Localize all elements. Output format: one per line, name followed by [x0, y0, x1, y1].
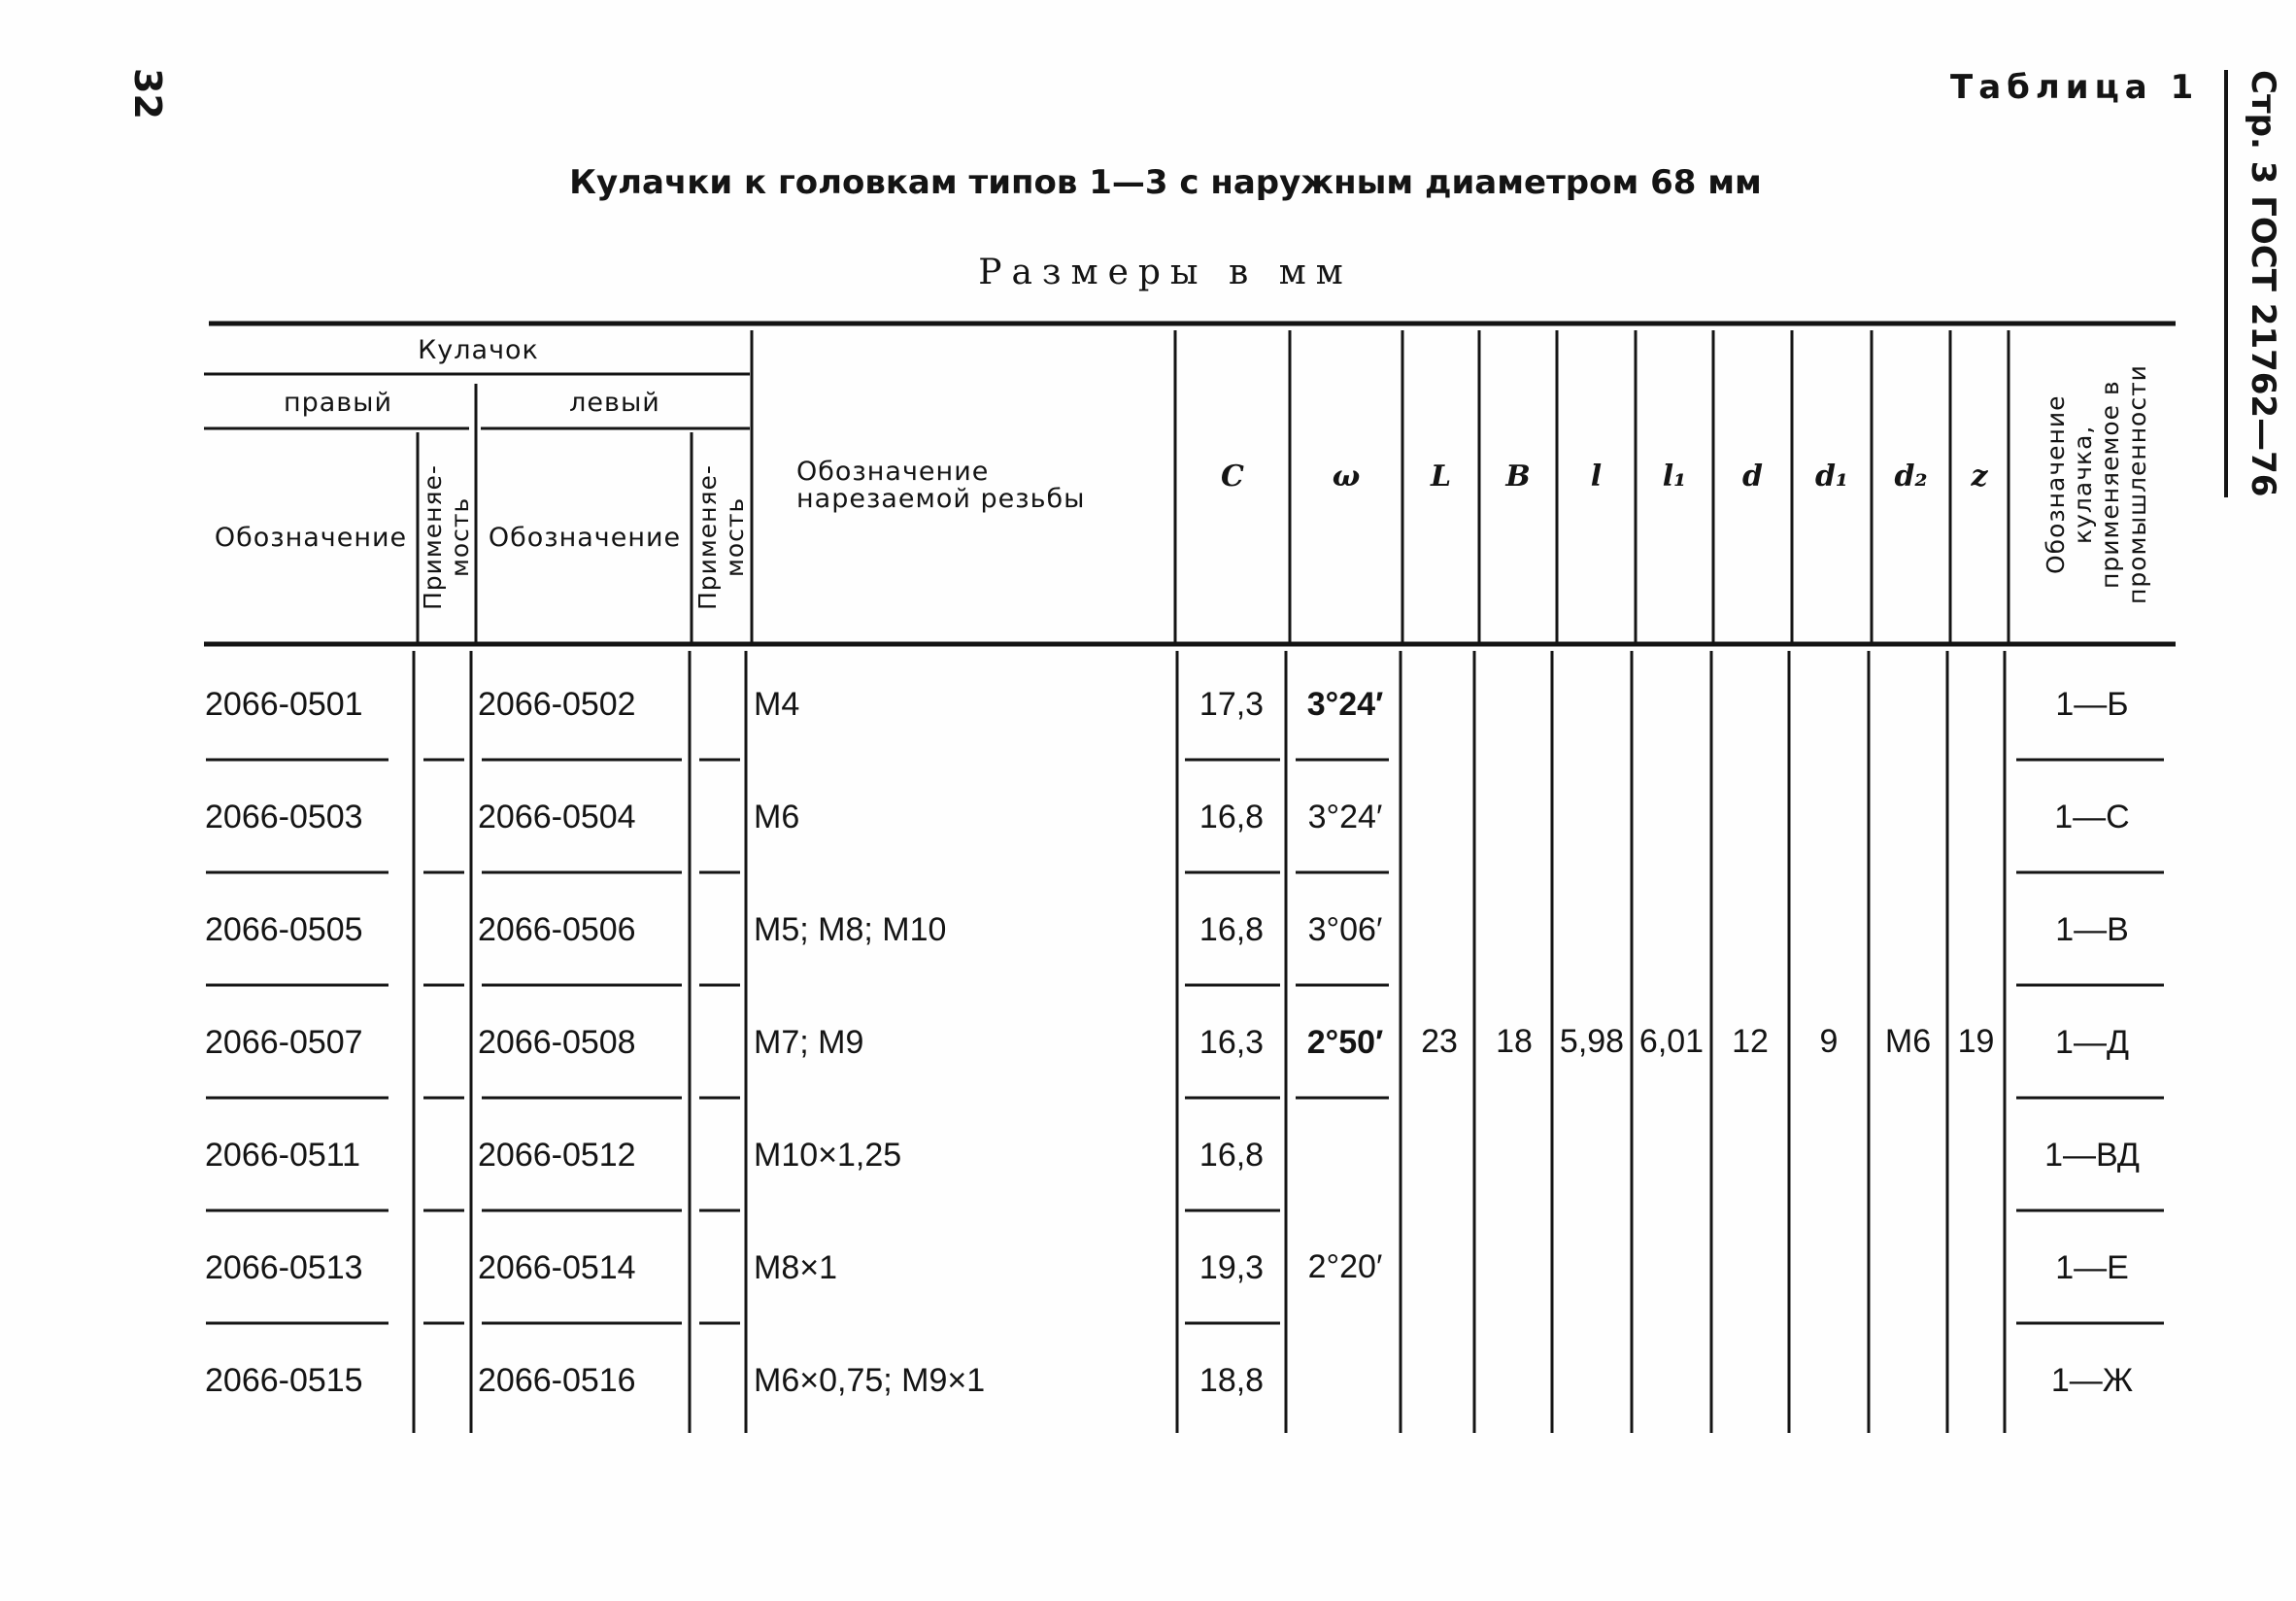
- value-d: 12: [1732, 1023, 1769, 1060]
- right-designation: 2066-0513: [205, 1248, 363, 1286]
- header-kulachok: Кулачок: [418, 334, 539, 365]
- header-right-applicability: [420, 433, 474, 641]
- thread-designation: M6×0,75; M9×1: [754, 1361, 986, 1399]
- header-industry: [2014, 330, 2179, 639]
- header-C: C: [1221, 459, 1244, 494]
- industry-designation: 1—Е: [2055, 1248, 2129, 1286]
- left-designation: 2066-0502: [478, 685, 636, 723]
- thread-designation: M4: [754, 685, 800, 723]
- right-designation: 2066-0501: [205, 685, 363, 723]
- industry-designation: 1—Ж: [2050, 1361, 2134, 1399]
- right-designation: 2066-0515: [205, 1361, 363, 1399]
- header-d1: d₁: [1814, 459, 1849, 494]
- value-C: 18,8: [1199, 1361, 1265, 1399]
- header-d2: d₂: [1894, 459, 1928, 494]
- thread-designation: M6: [754, 798, 800, 835]
- header-d: d: [1742, 459, 1763, 494]
- header-z: z: [1971, 459, 1988, 494]
- thread-designation: M5; M8; M10: [754, 910, 947, 948]
- industry-designation: 1—В: [2055, 910, 2129, 948]
- right-designation: 2066-0511: [205, 1136, 361, 1174]
- left-designation: 2066-0512: [478, 1136, 636, 1174]
- omega-cell: 3°24′: [1307, 798, 1383, 835]
- left-designation: 2066-0508: [478, 1023, 636, 1061]
- left-designation: 2066-0514: [478, 1248, 636, 1286]
- header-right-applicability-text: Применяе-мость: [419, 464, 474, 610]
- omega-cell: 2°50′: [1306, 1023, 1384, 1061]
- value-C: 16,8: [1199, 1136, 1265, 1174]
- industry-designation: 1—Б: [2055, 685, 2129, 723]
- table-label: Таблица 1: [1950, 68, 2200, 107]
- thread-designation: M7; M9: [754, 1023, 864, 1061]
- industry-designation: 1—Д: [2055, 1023, 2129, 1061]
- omega-cell: 3°24′: [1306, 685, 1384, 723]
- industry-designation: 1—ВД: [2044, 1136, 2140, 1174]
- value-B: 18: [1496, 1023, 1533, 1060]
- header-right: правый: [283, 387, 393, 418]
- omega-cell: 2°20′: [1307, 1247, 1383, 1285]
- omega-cell: 3°06′: [1307, 910, 1383, 948]
- header-industry-text: Обозначение кулачка, применяемое в промышленности: [2042, 364, 2151, 605]
- header-B: B: [1505, 459, 1531, 494]
- header-l1: l₁: [1662, 459, 1687, 494]
- header-L: L: [1430, 459, 1452, 494]
- value-C: 16,3: [1199, 1023, 1265, 1061]
- value-C: 17,3: [1199, 685, 1265, 723]
- header-left-designation: Обозначение: [488, 522, 682, 553]
- side-header: Стр. 3 ГОСТ 21762—76: [2244, 70, 2282, 497]
- table-title: Кулачки к головкам типов 1—3 с наружным диаметром 68 мм: [569, 163, 1762, 202]
- value-C: 16,8: [1199, 910, 1265, 948]
- header-omega: ω: [1332, 459, 1361, 494]
- header-thread: Обозначение нарезаемой резьбы: [796, 457, 1086, 514]
- header-l: l: [1590, 459, 1603, 494]
- thread-designation: M8×1: [754, 1248, 837, 1286]
- industry-designation: 1—С: [2054, 798, 2130, 835]
- right-designation: 2066-0505: [205, 910, 363, 948]
- header-left-applicability-text: Применяе-мость: [693, 464, 749, 610]
- value-d1: 9: [1819, 1023, 1839, 1060]
- right-designation: 2066-0507: [205, 1023, 363, 1061]
- left-designation: 2066-0504: [478, 798, 636, 835]
- page-number: 32: [126, 68, 169, 119]
- thread-designation: M10×1,25: [754, 1136, 902, 1174]
- value-d2: M6: [1884, 1023, 1932, 1060]
- value-l1: 6,01: [1638, 1023, 1705, 1060]
- header-left-applicability: [693, 433, 750, 641]
- value-C: 19,3: [1199, 1248, 1265, 1286]
- left-designation: 2066-0516: [478, 1361, 636, 1399]
- header-right-designation: Обозначение: [214, 522, 408, 553]
- value-C: 16,8: [1199, 798, 1265, 835]
- right-designation: 2066-0503: [205, 798, 363, 835]
- left-designation: 2066-0506: [478, 910, 636, 948]
- units-caption: Размеры в мм: [978, 253, 1353, 292]
- header-left: левый: [569, 387, 660, 418]
- value-L: 23: [1421, 1023, 1458, 1060]
- value-l: 5,98: [1559, 1023, 1625, 1060]
- value-z: 19: [1957, 1023, 1995, 1060]
